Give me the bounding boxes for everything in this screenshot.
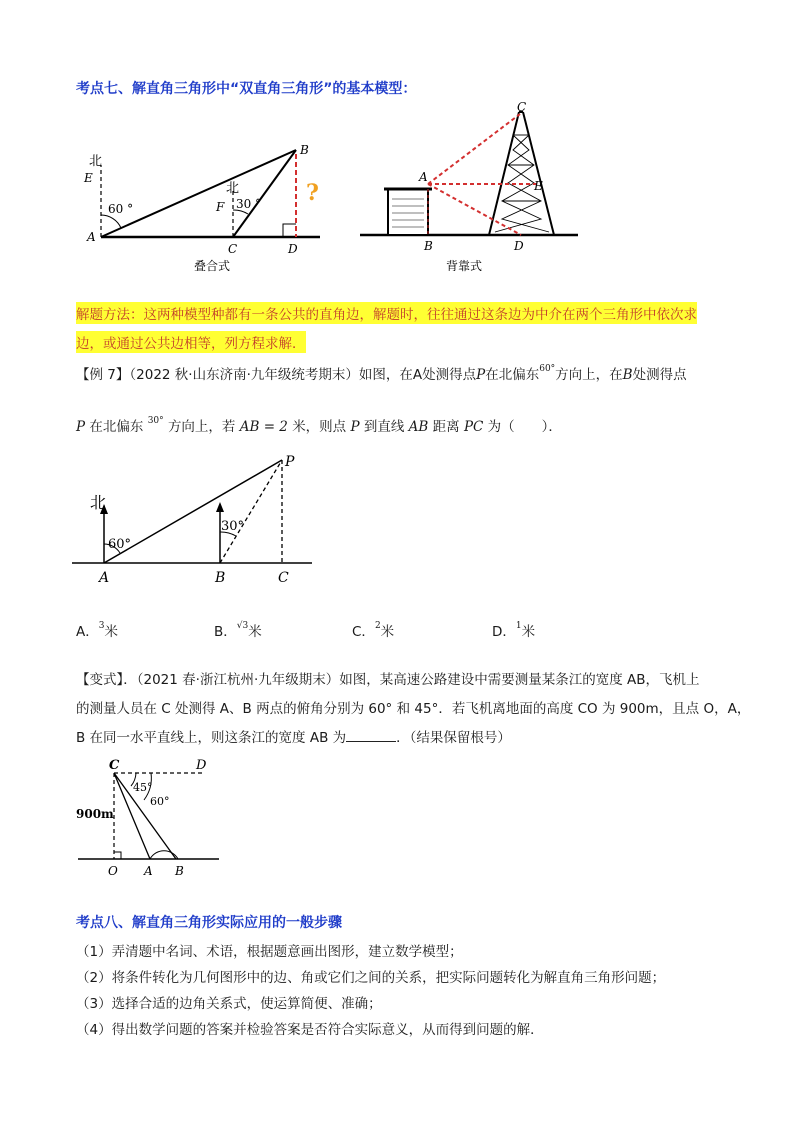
fig1-label-d: D [288,242,298,256]
example7-line2: P 在北偏东 $^{30^\circ}$ 方向上，若 AB = 2 米，则点 P 到直线 AB 距离 PC 为（ ）． [76,416,562,435]
step-2: （2）将条件转化为几何图形中的边、角或它们之间的关系，把实际问题转化为解直角三角形问题； [76,970,666,986]
fig2-label-e: E [534,179,543,193]
variant-line3: B 在同一水平直线上，则这条江的宽度 AB 为 ．（结果保留根号） [76,730,511,746]
fig1-angle60: 60 ° [108,202,134,216]
variant-fig-b: B [175,864,184,878]
answer-blank[interactable] [346,729,396,742]
fig2-label-a: A [419,170,428,184]
step-4: （4）得出数学问题的答案并检验答案是否符合实际意义，从而得到问题的解． [76,1022,544,1038]
variant-fig-height: 900m [76,807,114,821]
section8-title: 考点八、解直角三角形实际应用的一般步骤 [76,915,342,931]
variant-fig-d: D [196,758,207,773]
variant-fig-a: A [144,864,153,878]
fig1-label-f: F [216,200,225,214]
option-a[interactable]: A．$^3$米 [76,621,118,640]
variant-figure [74,755,224,895]
fig1-label-e: E [84,171,93,185]
method-line-1: 解题方法：这两种模型种都有一条公共的直角边，解题时，往往通过这条边为中介在两个三角形中依次求 [76,302,697,324]
option-b[interactable]: B．$^{√3}$米 [214,621,262,640]
variant-line1: 【变式】．（2021 春·浙江杭州·九年级期末）如图，某高速公路建设中需要测量某条江的宽度 AB，飞机上 [76,672,700,688]
option-c[interactable]: C．$^2$米 [352,621,395,640]
fig1-caption: 叠合式 [194,259,231,273]
fig1-north-a: 北 [89,154,103,169]
figure-overlap-model [76,140,326,275]
variant-fig-c: C [109,758,120,773]
example7-fig-angle60: 60° [108,537,132,552]
step-3: （3）选择合适的边角关系式，使运算简便、准确； [76,996,382,1012]
step-1: （1）弄清题中名词、术语，根据题意画出图形，建立数学模型； [76,944,463,960]
variant-fig-angle60: 60° [150,795,170,808]
variant-fig-o: O [108,864,118,878]
fig1-question-mark: ? [306,180,319,206]
fig2-caption: 背靠式 [446,259,483,273]
fig2-label-c: C [517,100,527,114]
fig1-label-b: B [300,143,309,157]
fig2-label-d: D [514,239,524,253]
example7-fig-angle30: 30° [221,519,245,534]
fig1-angle30: 30 ° [236,197,262,211]
example7-line1: 【例 7】（2022 秋·山东济南·九年级统考期末）如图，在A处测得点P在北偏东$^{60^\circ}$方向上，在B处测得点 [76,364,687,383]
variant-line2: 的测量人员在 C 处测得 A、B 两点的俯角分别为 60° 和 45°．若飞机离地面的高度 CO 为 900m，且点 O，A， [76,701,751,717]
figure-back-to-back-model [356,100,581,278]
example7-fig-north: 北 [90,493,107,512]
example7-fig-a: A [99,570,110,586]
variant-fig-angle45: 45° [133,781,153,794]
method-line-2: 边，或通过公共边相等，列方程求解． [76,331,306,353]
fig1-label-c: C [228,242,238,256]
fig2-label-b: B [424,239,433,253]
example7-fig-p: P [285,454,295,470]
example7-fig-c: C [278,570,289,586]
section7-title: 考点七、解直角三角形中“双直角三角形”的基本模型： [76,81,417,97]
fig1-north-c: 北 [226,181,240,196]
example7-tag: 【例 7】 [76,367,130,383]
example7-figure [72,452,317,592]
example7-fig-b: B [215,570,226,586]
option-d[interactable]: D．$^1$米 [492,621,536,640]
fig1-label-a: A [87,230,96,244]
